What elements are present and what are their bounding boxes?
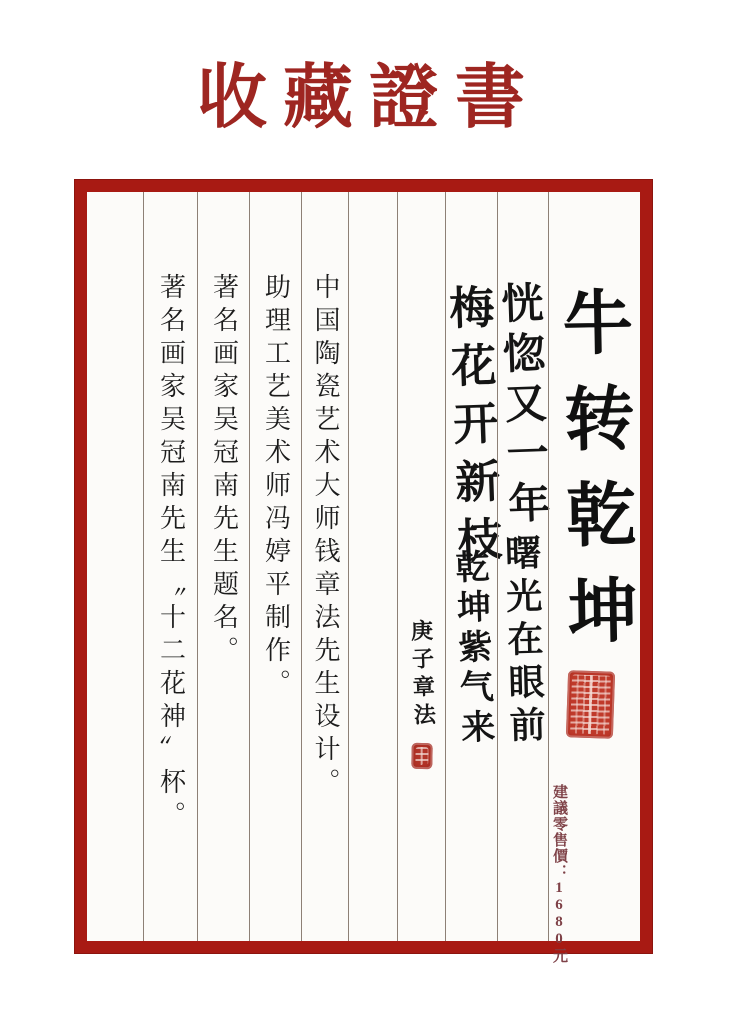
signature-text: 庚子章法 [406,618,437,732]
artist-seal [566,670,615,739]
calligraphy-another-year: 恍惚又一年 [494,280,553,532]
printed-line-designer-credit: 中国陶瓷艺术大师钱章法先生设计。 [311,273,340,801]
calligraphy-purple-qi: 乾坤紫气来 [448,548,495,750]
printed-line-cup-name: 著名画家吴冠南先生〝十二花神〞杯。 [156,273,186,834]
column-inscription-credit [197,192,249,941]
column-designer-credit [301,192,348,941]
column-signature [397,192,445,941]
calligraphy-plum-blossom: 梅花开新枝 [439,283,504,575]
retail-price: 建議零售價：1680元 [551,784,567,964]
empty-column-middle [348,192,397,941]
column-poem-line-1 [494,192,553,941]
empty-column-left [87,192,143,941]
printed-line-maker-credit: 助理工艺美术师冯婷平制作。 [261,273,291,702]
column-maker-credit [249,192,301,941]
main-calligraphy-title: 牛转乾坤 [550,285,640,671]
column-poem-line-2 [439,192,504,941]
calligraphy-dawn-light: 曙光在眼前 [499,533,547,750]
column-cup-name [143,192,197,941]
printed-line-inscription-credit: 著名画家吴冠南先生题名。 [209,273,239,669]
certificate-title: 收藏證書 [197,60,541,137]
column-main-calligraphy [548,192,640,964]
signature-seal [411,743,432,769]
certificate-sheet [75,180,652,964]
